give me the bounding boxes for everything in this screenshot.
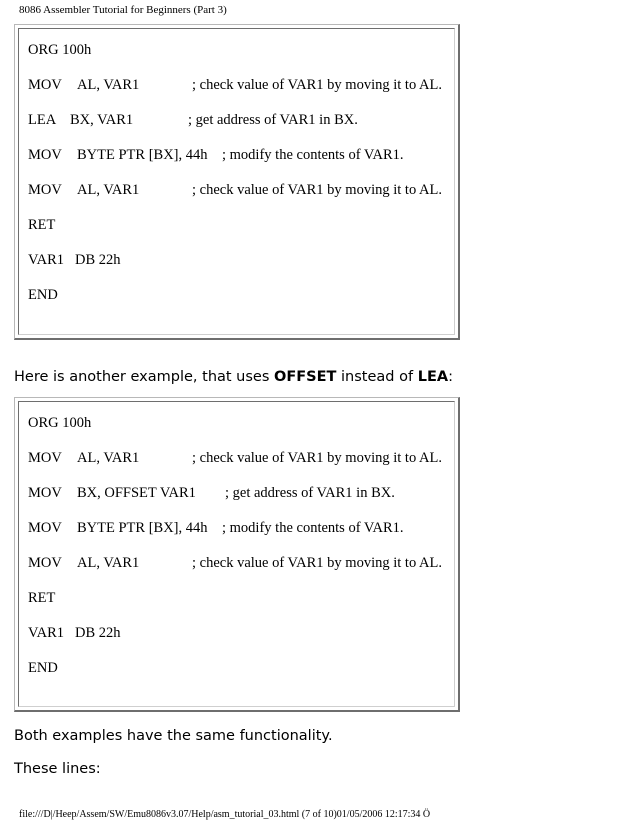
paragraph-text: instead of <box>336 369 418 385</box>
code-comment: ; get address of VAR1 in BX. <box>188 112 358 128</box>
code-comment: ; check value of VAR1 by moving it to AL. <box>192 77 442 93</box>
code-args: AL, VAR1 <box>77 182 140 198</box>
code-args: BYTE PTR [BX], 44h <box>77 147 208 163</box>
code-comment: ; check value of VAR1 by moving it to AL. <box>192 182 442 198</box>
keyword-offset: OFFSET <box>274 369 337 385</box>
paragraph-text: Here is another example, that uses <box>14 369 275 385</box>
code-args: BX, OFFSET VAR1 <box>77 485 196 501</box>
paragraph-these-lines: These lines: <box>14 761 101 777</box>
code-op: MOV <box>28 450 62 466</box>
code-args: BYTE PTR [BX], 44h <box>77 520 208 536</box>
paragraph-offset-intro <box>14 367 453 387</box>
code-op: VAR1 <box>28 625 64 641</box>
paragraph-same-functionality: Both examples have the same functionality. <box>14 728 333 744</box>
page-footer: file:///D|/Heep/Assem/SW/Emu8086v3.07/Help/asm_tutorial_03.html (7 of 10)01/05/2006 12:17:34 Ö <box>19 809 431 820</box>
code-op: END <box>28 287 58 303</box>
code-op: MOV <box>28 555 62 571</box>
code-comment: ; modify the contents of VAR1. <box>222 520 404 536</box>
code-op: MOV <box>28 485 62 501</box>
code-args: AL, VAR1 <box>77 555 140 571</box>
code-example-lea <box>14 24 460 340</box>
code-op: ORG 100h <box>28 415 92 431</box>
code-op: MOV <box>28 520 62 536</box>
code-op: ORG 100h <box>28 42 92 58</box>
code-args: DB 22h <box>75 252 121 268</box>
code-args: AL, VAR1 <box>77 77 140 93</box>
paragraph-text: : <box>448 369 453 385</box>
code-comment: ; modify the contents of VAR1. <box>222 147 404 163</box>
code-comment: ; check value of VAR1 by moving it to AL. <box>192 450 442 466</box>
page-header: 8086 Assembler Tutorial for Beginners (Part 3) <box>19 4 227 16</box>
code-comment: ; check value of VAR1 by moving it to AL. <box>192 555 442 571</box>
code-op: MOV <box>28 182 62 198</box>
code-op: END <box>28 660 58 676</box>
code-op: MOV <box>28 147 62 163</box>
code-example-offset <box>14 397 460 712</box>
code-op: MOV <box>28 77 62 93</box>
code-op: LEA <box>28 112 57 128</box>
code-op: RET <box>28 217 56 233</box>
code-args: BX, VAR1 <box>70 112 134 128</box>
code-args: AL, VAR1 <box>77 450 140 466</box>
code-op: RET <box>28 590 56 606</box>
code-args: DB 22h <box>75 625 121 641</box>
code-op: VAR1 <box>28 252 64 268</box>
code-comment: ; get address of VAR1 in BX. <box>225 485 395 501</box>
keyword-lea: LEA <box>417 369 449 385</box>
